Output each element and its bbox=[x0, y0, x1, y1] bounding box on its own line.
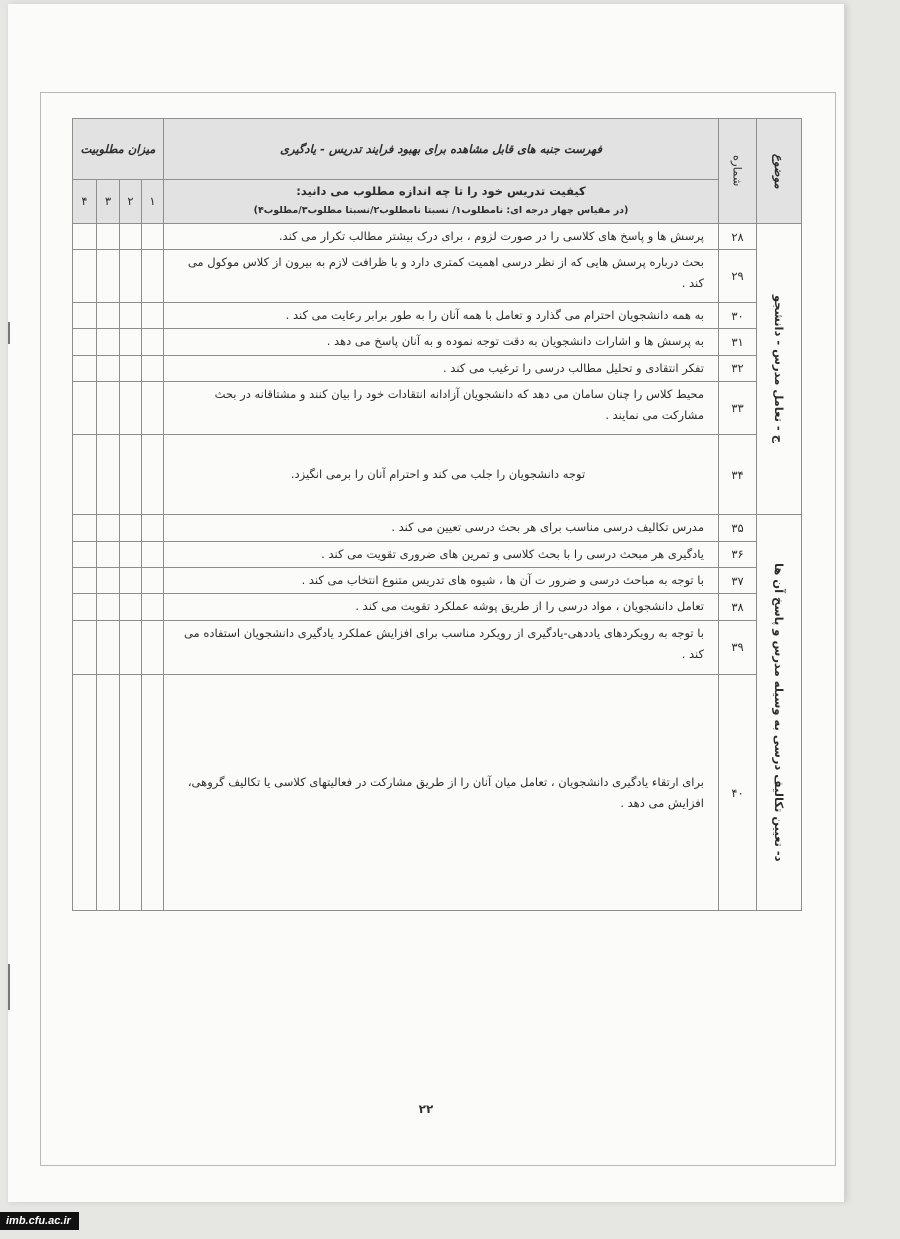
question-cell bbox=[164, 179, 719, 224]
item-number: ۳۵ bbox=[719, 515, 757, 541]
item-text: بحث درباره پرسش هایی که از نظر درسی اهمیت کمتری دارد و با ظرافت لازم به بیرون از کلاس موکول می کند . bbox=[164, 250, 719, 303]
number-header: شماره bbox=[719, 119, 757, 224]
rating-cell[interactable] bbox=[97, 381, 120, 434]
rating-cell[interactable] bbox=[142, 568, 164, 594]
table-title: فهرست جنبه های قابل مشاهده برای بهبود فرایند تدریس - یادگیری bbox=[164, 119, 719, 180]
rating-cell[interactable] bbox=[73, 224, 97, 250]
rating-cell[interactable] bbox=[142, 620, 164, 675]
scale-value: ۳ bbox=[97, 179, 120, 224]
item-number: ۳۹ bbox=[719, 620, 757, 675]
rating-cell[interactable] bbox=[73, 675, 97, 911]
item-number: ۳۲ bbox=[719, 355, 757, 381]
scale-note: (در مقیاس چهار درجه ای: نامطلوب۱/ نسبتا نامطلوب۲/نسبتا مطلوب۳/مطلوب۴) bbox=[253, 205, 629, 217]
rating-cell[interactable] bbox=[97, 675, 120, 911]
item-number: ۳۸ bbox=[719, 594, 757, 620]
rating-cell[interactable] bbox=[142, 355, 164, 381]
rating-cell[interactable] bbox=[73, 329, 97, 355]
rating-cell[interactable] bbox=[97, 620, 120, 675]
rating-cell[interactable] bbox=[120, 381, 142, 434]
table-row bbox=[73, 303, 802, 329]
rating-cell[interactable] bbox=[142, 250, 164, 303]
item-text: مدرس تکالیف درسی مناسب برای هر بحث درسی تعیین می کند . bbox=[164, 515, 719, 541]
scanned-page bbox=[8, 4, 845, 1202]
rating-cell[interactable] bbox=[73, 541, 97, 567]
question-text: کیفیت تدریس خود را تا چه اندازه مطلوب می دانید: bbox=[296, 184, 586, 199]
rating-cell[interactable] bbox=[97, 541, 120, 567]
table-row bbox=[73, 250, 802, 303]
rating-cell[interactable] bbox=[73, 381, 97, 434]
item-number: ۴۰ bbox=[719, 675, 757, 911]
table-row bbox=[73, 381, 802, 434]
section-title: د- تعیین تکالیف درسی به وسیله مدرس و پاسخ آن ها bbox=[757, 515, 802, 911]
rating-cell[interactable] bbox=[142, 594, 164, 620]
item-number: ۳۷ bbox=[719, 568, 757, 594]
rating-cell[interactable] bbox=[97, 568, 120, 594]
scale-value: ۲ bbox=[120, 179, 142, 224]
rating-cell[interactable] bbox=[142, 224, 164, 250]
rating-cell[interactable] bbox=[120, 675, 142, 911]
item-text: تعامل دانشجویان ، مواد درسی را از طریق پوشه عملکرد تقویت می کند . bbox=[164, 594, 719, 620]
item-text: با توجه به مباحث درسی و ضرور ت آن ها ، شیوه های تدریس متنوع انتخاب می کند . bbox=[164, 568, 719, 594]
rating-cell[interactable] bbox=[97, 224, 120, 250]
table-row bbox=[73, 355, 802, 381]
rating-cell[interactable] bbox=[120, 355, 142, 381]
rating-cell[interactable] bbox=[120, 594, 142, 620]
table-row bbox=[73, 675, 802, 911]
page-number: ۲۲ bbox=[418, 1102, 434, 1116]
rating-cell[interactable] bbox=[120, 303, 142, 329]
rating-cell[interactable] bbox=[97, 594, 120, 620]
table-row bbox=[73, 620, 802, 675]
rating-cell[interactable] bbox=[120, 329, 142, 355]
rating-cell[interactable] bbox=[120, 541, 142, 567]
rating-cell[interactable] bbox=[120, 224, 142, 250]
rating-cell[interactable] bbox=[120, 515, 142, 541]
table-row bbox=[73, 594, 802, 620]
rating-cell[interactable] bbox=[73, 250, 97, 303]
rating-cell[interactable] bbox=[73, 434, 97, 515]
rating-cell[interactable] bbox=[73, 303, 97, 329]
item-number: ۳۴ bbox=[719, 434, 757, 515]
item-text: یادگیری هر مبحث درسی را با بحث کلاسی و تمرین های ضروری تقویت می کند . bbox=[164, 541, 719, 567]
item-number: ۲۹ bbox=[719, 250, 757, 303]
item-text: با توجه به رویکردهای یاددهی-یادگیری از رویکرد مناسب برای افزایش عملکرد یادگیری دانشجویان استفاده می کند . bbox=[164, 620, 719, 675]
rating-cell[interactable] bbox=[97, 250, 120, 303]
item-number: ۳۱ bbox=[719, 329, 757, 355]
rating-cell[interactable] bbox=[120, 568, 142, 594]
item-text: به پرسش ها و اشارات دانشجویان به دقت توجه نموده و به آنان پاسخ می دهد . bbox=[164, 329, 719, 355]
section-title: ج - تعامل مدرس - دانشجو bbox=[757, 224, 802, 515]
rating-cell[interactable] bbox=[120, 250, 142, 303]
rating-cell[interactable] bbox=[73, 355, 97, 381]
site-watermark: imb.cfu.ac.ir bbox=[0, 1212, 79, 1230]
topic-header: موضوع bbox=[757, 119, 802, 224]
question-row bbox=[73, 179, 802, 224]
item-text: تفکر انتقادی و تحلیل مطالب درسی را ترغیب می کند . bbox=[164, 355, 719, 381]
rating-cell[interactable] bbox=[97, 329, 120, 355]
item-number: ۲۸ bbox=[719, 224, 757, 250]
rating-cell[interactable] bbox=[142, 541, 164, 567]
item-text: محیط کلاس را چنان سامان می دهد که دانشجویان آزادانه انتقادات خود را بیان کنند و مشتاقانه در بحث مشارکت می نمایند . bbox=[164, 381, 719, 434]
table-row bbox=[73, 568, 802, 594]
rating-cell[interactable] bbox=[142, 434, 164, 515]
scale-header: میزان مطلوبیت bbox=[73, 119, 164, 180]
rating-cell[interactable] bbox=[73, 515, 97, 541]
header-row bbox=[73, 119, 802, 180]
rating-cell[interactable] bbox=[97, 434, 120, 515]
scale-value: ۴ bbox=[73, 179, 97, 224]
item-number: ۳۳ bbox=[719, 381, 757, 434]
rating-cell[interactable] bbox=[120, 620, 142, 675]
rating-cell[interactable] bbox=[97, 515, 120, 541]
rating-cell[interactable] bbox=[142, 675, 164, 911]
rating-cell[interactable] bbox=[97, 355, 120, 381]
rating-cell[interactable] bbox=[120, 434, 142, 515]
rating-cell[interactable] bbox=[73, 568, 97, 594]
item-text: پرسش ها و پاسخ های کلاسی را در صورت لزوم ، برای درک بیشتر مطالب تکرار می کند. bbox=[164, 224, 719, 250]
item-text: توجه دانشجویان را جلب می کند و احترام آنان را برمی انگیزد. bbox=[164, 434, 719, 515]
rating-cell[interactable] bbox=[142, 515, 164, 541]
item-number: ۳۰ bbox=[719, 303, 757, 329]
rating-cell[interactable] bbox=[142, 381, 164, 434]
evaluation-table bbox=[72, 118, 802, 911]
rating-cell[interactable] bbox=[142, 303, 164, 329]
item-number: ۳۶ bbox=[719, 541, 757, 567]
item-text: به همه دانشجویان احترام می گذارد و تعامل با همه آنان را به طور برابر رعایت می کند . bbox=[164, 303, 719, 329]
rating-cell[interactable] bbox=[73, 594, 97, 620]
scan-mark bbox=[8, 964, 10, 1010]
table-row bbox=[73, 515, 802, 541]
table-row bbox=[73, 329, 802, 355]
table-row bbox=[73, 541, 802, 567]
rating-cell[interactable] bbox=[97, 303, 120, 329]
table-row bbox=[73, 434, 802, 515]
item-text: برای ارتقاء یادگیری دانشجویان ، تعامل میان آنان را از طریق مشارکت در فعالیتهای کلاسی یا تکالیف گروهی، افزایش می دهد . bbox=[164, 675, 719, 911]
rating-cell[interactable] bbox=[142, 329, 164, 355]
table-row bbox=[73, 224, 802, 250]
scale-value: ۱ bbox=[142, 179, 164, 224]
scan-mark bbox=[8, 322, 10, 344]
rating-cell[interactable] bbox=[73, 620, 97, 675]
